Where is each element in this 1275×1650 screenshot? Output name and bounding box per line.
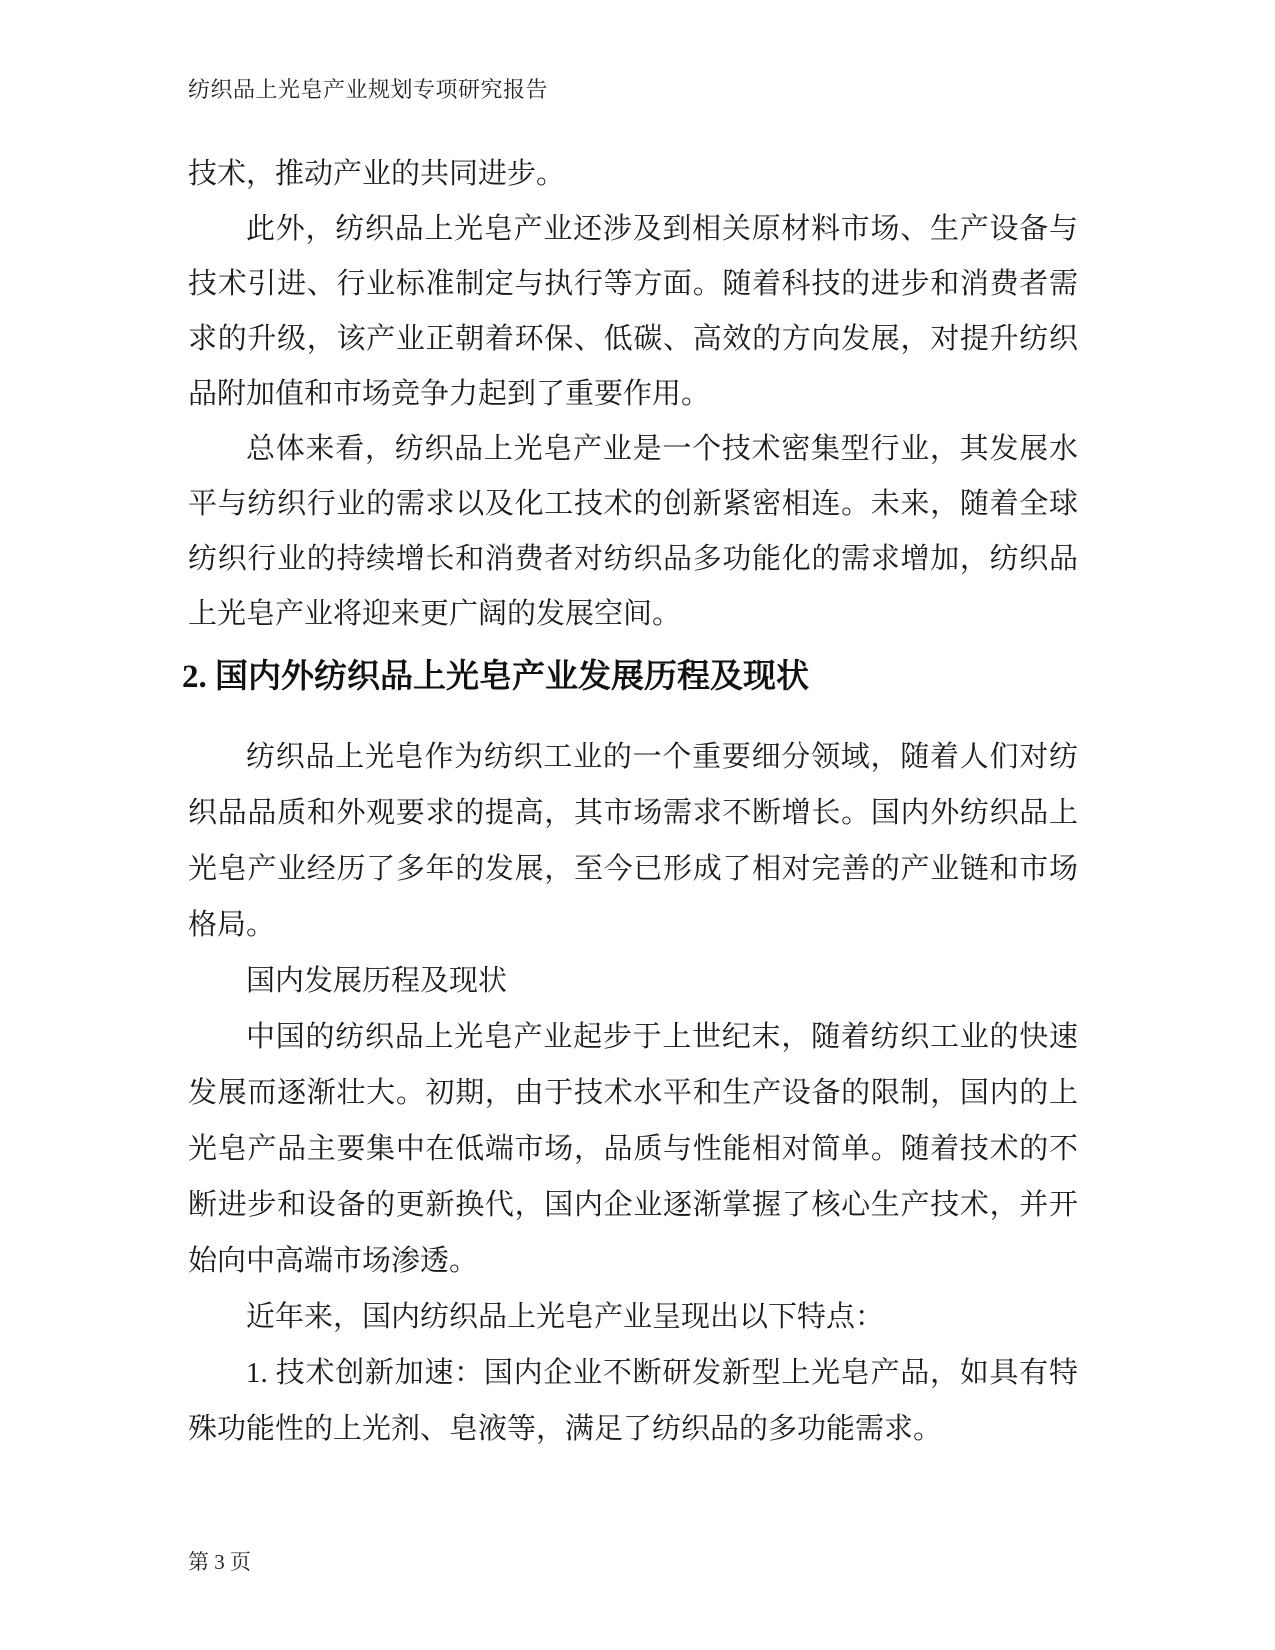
section-2-paragraphs: [188, 729, 1078, 1457]
body-line: 近年来，国内纺织品上光皂产业呈现出以下特点：: [246, 1301, 885, 1333]
body-line: 总体来看，纺织品上光皂产业是一个技术密集型行业，其发展水: [246, 433, 1078, 465]
body-line: 求的升级，该产业正朝着环保、低碳、高效的方向发展，对提升纺织: [188, 323, 1078, 355]
body-line: 技术，推动产业的共同进步。: [188, 158, 566, 190]
body-line: 格局。: [188, 909, 276, 941]
body-line: 技术引进、行业标准制定与执行等方面。随着科技的进步和消费者需: [188, 268, 1078, 300]
body-line: 国内发展历程及现状: [246, 965, 508, 997]
body-line: 织品品质和外观要求的提高，其市场需求不断增长。国内外纺织品上: [188, 797, 1078, 829]
body-line: 上光皂产业将迎来更广阔的发展空间。: [188, 598, 682, 630]
page-number: 第 3 页: [188, 1550, 251, 1574]
body-line: 此外，纺织品上光皂产业还涉及到相关原材料市场、生产设备与: [246, 213, 1078, 245]
body-line: 发展而逐渐壮大。初期，由于技术水平和生产设备的限制，国内的上: [188, 1077, 1078, 1109]
body-line: 殊功能性的上光剂、皂液等，满足了纺织品的多功能需求。: [188, 1413, 943, 1445]
body-line: 品附加值和市场竞争力起到了重要作用。: [188, 378, 711, 410]
body-line: 始向中高端市场渗透。: [188, 1245, 479, 1277]
page-header-title: 纺织品上光皂产业规划专项研究报告: [188, 77, 549, 102]
body-line: 断进步和设备的更新换代，国内企业逐渐掌握了核心生产技术，并开: [188, 1189, 1078, 1221]
body-line: 中国的纺织品上光皂产业起步于上世纪末，随着纺织工业的快速: [246, 1021, 1078, 1053]
body-line: 1. 技术创新加速：国内企业不断研发新型上光皂产品，如具有特: [246, 1357, 1078, 1389]
body-line: 平与纺织行业的需求以及化工技术的创新紧密相连。未来，随着全球: [188, 488, 1078, 520]
body-line: 纺织行业的持续增长和消费者对纺织品多功能化的需求增加，纺织品: [188, 543, 1078, 575]
body-line: 纺织品上光皂作为纺织工业的一个重要细分领域，随着人们对纺: [246, 741, 1078, 773]
intro-paragraphs: [188, 147, 1078, 642]
section-2-heading: 2. 国内外纺织品上光皂产业发展历程及现状: [182, 659, 809, 695]
body-line: 光皂产业经历了多年的发展，至今已形成了相对完善的产业链和市场: [188, 853, 1078, 885]
body-line: 光皂产品主要集中在低端市场，品质与性能相对简单。随着技术的不: [188, 1133, 1078, 1165]
